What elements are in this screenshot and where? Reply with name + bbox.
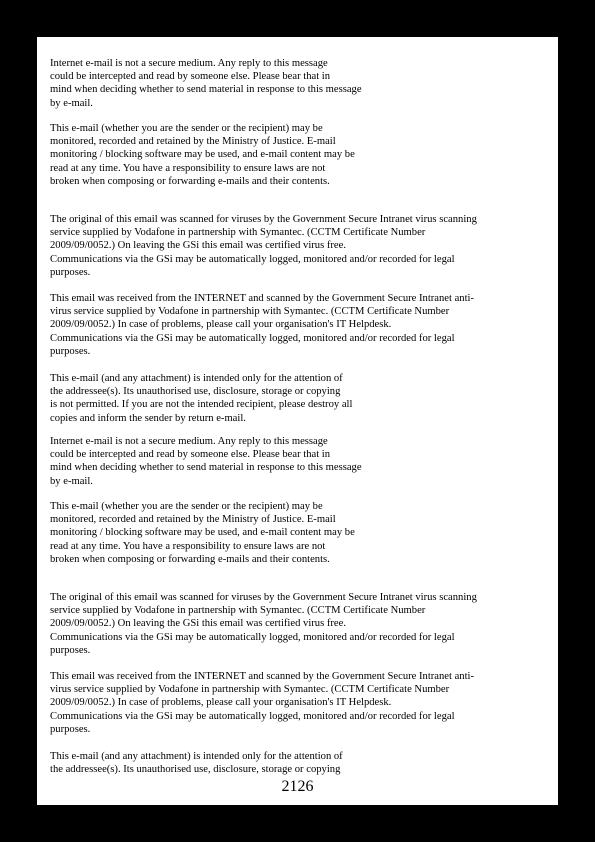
text-line: Communications via the GSi may be automatically logged, monitored and/or recorded for legal	[50, 332, 455, 344]
text-line: the addressee(s). Its unauthorised use, disclosure, storage or copying	[50, 386, 341, 398]
text-line: This e-mail (whether you are the sender or the recipient) may be	[50, 501, 323, 512]
page-number: 2126	[281, 778, 314, 795]
text-line: Communications via the GSi may be automatically logged, monitored and/or recorded for legal	[50, 710, 455, 722]
document-page	[37, 37, 558, 805]
text-line: Communications via the GSi may be automatically logged, monitored and/or recorded for legal	[50, 631, 455, 643]
text-line: Internet e-mail is not a secure medium. Any reply to this message	[50, 436, 328, 447]
text-line: This email was received from the INTERNET and scanned by the Government Secure Intranet anti-	[50, 671, 474, 682]
text-line: The original of this email was scanned for viruses by the Government Secure Intranet virus scanning	[50, 592, 477, 603]
paragraph-virus-scan-notice	[50, 213, 477, 279]
paragraph-internet-scan-notice	[50, 670, 474, 736]
text-line: 2009/09/0052.) On leaving the GSi this email was certified virus free.	[50, 240, 346, 252]
text-line: This e-mail (whether you are the sender or the recipient) may be	[50, 123, 323, 134]
paragraph-monitoring-notice	[50, 500, 355, 566]
text-line: by e-mail.	[50, 97, 93, 109]
text-line: virus service supplied by Vodafone in partnership with Symantec. (CCTM Certificate Number	[50, 306, 450, 318]
paragraph-security-notice	[50, 57, 362, 110]
text-line: monitoring / blocking software may be used, and e-mail content may be	[50, 149, 355, 161]
paragraph-monitoring-notice	[50, 122, 355, 188]
text-line: purposes.	[50, 644, 91, 656]
text-line: purposes.	[50, 345, 91, 357]
text-line: This email was received from the INTERNET and scanned by the Government Secure Intranet anti-	[50, 293, 474, 304]
text-line: copies and inform the sender by return e-mail.	[50, 412, 246, 424]
text-line: broken when composing or forwarding e-mails and their contents.	[50, 553, 330, 565]
text-line: This e-mail (and any attachment) is intended only for the attention of	[50, 751, 343, 762]
text-line: service supplied by Vodafone in partnership with Symantec. (CCTM Certificate Number	[50, 605, 426, 617]
paragraph-internet-scan-notice	[50, 292, 474, 358]
text-line: monitored, recorded and retained by the Ministry of Justice. E-mail	[50, 514, 336, 526]
text-line: service supplied by Vodafone in partnership with Symantec. (CCTM Certificate Number	[50, 227, 426, 239]
text-line: This e-mail (and any attachment) is intended only for the attention of	[50, 373, 343, 384]
text-line: broken when composing or forwarding e-mails and their contents.	[50, 175, 330, 187]
text-line: 2009/09/0052.) In case of problems, please call your organisation's IT Helpdesk.	[50, 697, 392, 709]
text-line: is not permitted. If you are not the intended recipient, please destroy all	[50, 399, 353, 411]
text-line: 2009/09/0052.) In case of problems, please call your organisation's IT Helpdesk.	[50, 319, 392, 331]
paragraph-confidentiality-notice	[50, 372, 352, 425]
text-line: Internet e-mail is not a secure medium. Any reply to this message	[50, 58, 328, 69]
text-line: virus service supplied by Vodafone in partnership with Symantec. (CCTM Certificate Number	[50, 684, 450, 696]
text-line: mind when deciding whether to send material in response to this message	[50, 462, 362, 474]
text-line: 2009/09/0052.) On leaving the GSi this email was certified virus free.	[50, 618, 346, 630]
text-line: by e-mail.	[50, 475, 93, 487]
text-line: mind when deciding whether to send material in response to this message	[50, 84, 362, 96]
paragraph-confidentiality-notice	[50, 750, 343, 776]
text-line: purposes.	[50, 266, 91, 278]
text-line: monitored, recorded and retained by the Ministry of Justice. E-mail	[50, 136, 336, 148]
text-line: Communications via the GSi may be automatically logged, monitored and/or recorded for legal	[50, 253, 455, 265]
text-line: the addressee(s). Its unauthorised use, disclosure, storage or copying	[50, 764, 341, 776]
text-line: could be intercepted and read by someone else. Please bear that in	[50, 71, 331, 83]
text-line: read at any time. You have a responsibility to ensure laws are not	[50, 540, 326, 552]
paragraph-security-notice	[50, 435, 362, 488]
text-line: read at any time. You have a responsibility to ensure laws are not	[50, 162, 326, 174]
text-line: monitoring / blocking software may be used, and e-mail content may be	[50, 527, 355, 539]
text-line: The original of this email was scanned for viruses by the Government Secure Intranet virus scanning	[50, 214, 477, 225]
text-line: purposes.	[50, 723, 91, 735]
text-line: could be intercepted and read by someone else. Please bear that in	[50, 449, 331, 461]
paragraph-virus-scan-notice	[50, 591, 477, 657]
